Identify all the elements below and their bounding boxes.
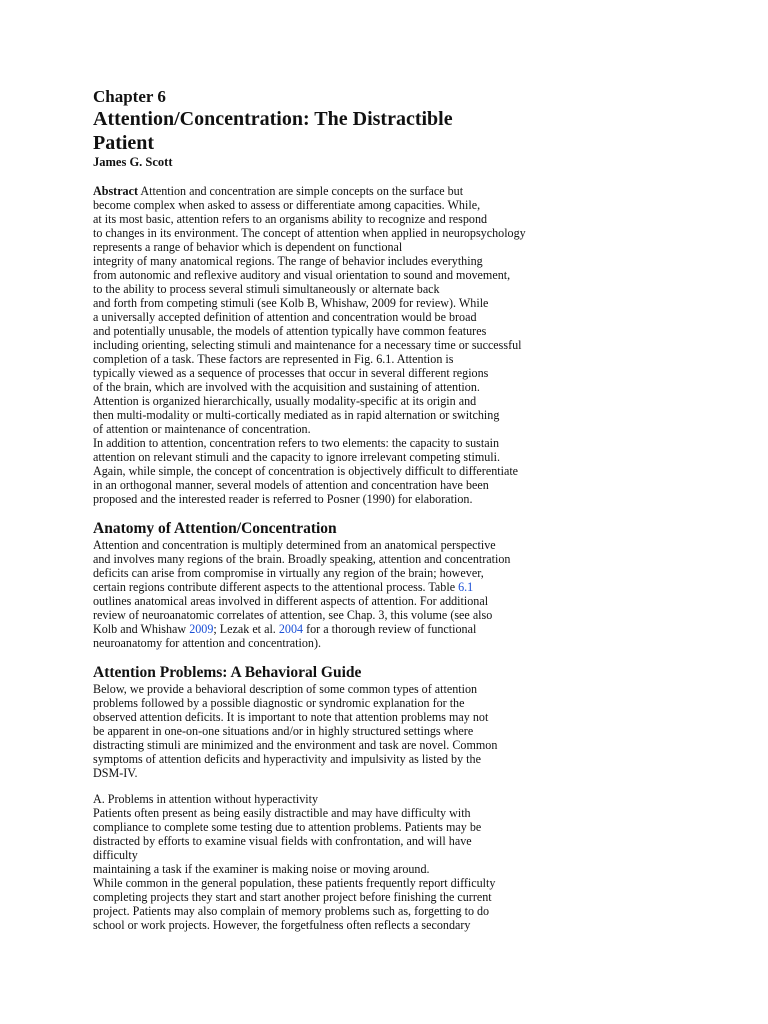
anatomy-line: review of neuroanatomic correlates of attention, see Chap. 3, this volume (see also [93,608,493,622]
anatomy-line: Attention and concentration is multiply determined from an anatomical perspective [93,538,496,552]
abstract-line: at its most basic, attention refers to an organisms ability to recognize and respond [93,212,488,226]
abstract-line: In addition to attention, concentration refers to two elements: the capacity to sustain [93,436,500,450]
abstract-label: Abstract [93,184,139,198]
abstract-first-line-text: Attention and concentration are simple concepts on the surface but [138,184,464,198]
abstract-line: of attention or maintenance of concentration. [93,422,311,436]
abstract-line: to the ability to process several stimuli simultaneously or alternate back [93,282,440,296]
subsection-a-line: compliance to complete some testing due to attention problems. Patients may be [93,820,482,834]
behavioral-guide-body [93,682,563,780]
behavioral-guide-heading: Attention Problems: A Behavioral Guide [93,664,362,681]
anatomy-ref-line [93,622,563,636]
anatomy-body-a [93,538,563,580]
anatomy-ref-post: for a thorough review of functional [303,622,477,636]
abstract-line: represents a range of behavior which is dependent on functional [93,240,403,254]
abstract-line: proposed and the interested reader is referred to Posner (1990) for elaboration. [93,492,473,506]
section-gap [93,506,563,520]
anatomy-table-line-text: certain regions contribute different aspects to the attentional process. Table [93,580,459,594]
abstract-body [93,198,563,506]
anatomy-line: deficits can arise from compromise in virtually any region of the brain; however, [93,566,484,580]
subsection-a-heading: A. Problems in attention without hyperactivity [93,792,319,806]
guide-line: symptoms of attention deficits and hyperactivity and impulsivity as listed by the [93,752,481,766]
subsection-a-line: difficulty [93,848,138,862]
guide-line: observed attention deficits. It is important to note that attention problems may not [93,710,489,724]
subsection-a [93,792,563,932]
abstract-line: integrity of many anatomical regions. The range of behavior includes everything [93,254,483,268]
abstract-line: become complex when asked to assess or differentiate among capacities. While, [93,198,481,212]
subsection-a-line: Patients often present as being easily distractible and may have difficulty with [93,806,471,820]
author-name: James G. Scott [93,155,173,169]
anatomy-line: and involves many regions of the brain. Broadly speaking, attention and concentration [93,552,511,566]
guide-line: problems followed by a possible diagnostic or syndromic explanation for the [93,696,465,710]
subsection-a-line: project. Patients may also complain of memory problems such as, forgetting to do [93,904,490,918]
subsection-a-line: While common in the general population, these patients frequently report difficulty [93,876,496,890]
anatomy-section [93,538,563,650]
abstract-line: in an orthogonal manner, several models of attention and concentration have been [93,478,489,492]
chapter-title-line-1: Attention/Concentration: The Distractible [93,108,453,130]
abstract-line: and potentially unusable, the models of attention typically have common features [93,324,487,338]
abstract-line: Again, while simple, the concept of concentration is objectively difficult to differentiate [93,464,519,478]
chapter-title-line-2: Patient [93,132,155,154]
abstract-section [93,184,563,506]
abstract-line: including orienting, selecting stimuli and maintenance for a necessary time or successful [93,338,522,352]
abstract-line: typically viewed as a sequence of processes that occur in several different regions [93,366,489,380]
subsection-a-line: school or work projects. However, the forgetfulness often reflects a secondary [93,918,471,932]
section-gap [93,650,563,664]
abstract-line: completion of a task. These factors are represented in Fig. 6.1. Attention is [93,352,454,366]
subsection-a-line: distracted by efforts to examine visual fields with confrontation, and will have [93,834,472,848]
abstract-line: of the brain, which are involved with the acquisition and sustaining of attention. [93,380,480,394]
anatomy-body-b [93,594,563,622]
abstract-line: Attention is organized hierarchically, usually modality-specific at its origin and [93,394,477,408]
subsection-a-body [93,806,563,932]
abstract-line: and forth from competing stimuli (see Kolb B, Whishaw, 2009 for review). While [93,296,489,310]
kolb-2009-link[interactable]: 2009 [189,622,214,636]
subsection-a-line: maintaining a task if the examiner is making noise or moving around. [93,862,430,876]
anatomy-heading: Anatomy of Attention/Concentration [93,520,337,537]
anatomy-ref-mid: ; Lezak et al. [213,622,279,636]
table-6-1-link[interactable]: 6.1 [458,580,474,594]
anatomy-table-line [93,580,563,594]
document-page [93,87,563,932]
abstract-line: from autonomic and reflexive auditory and visual orientation to sound and movement, [93,268,511,282]
guide-line: DSM-IV. [93,766,138,780]
chapter-label: Chapter 6 [93,87,166,106]
anatomy-line: outlines anatomical areas involved in different aspects of attention. For additional [93,594,489,608]
abstract-first-line [93,184,563,198]
anatomy-ref-pre: Kolb and Whishaw [93,622,190,636]
subsection-gap [93,780,563,792]
abstract-line: attention on relevant stimuli and the capacity to ignore irrelevant competing stimuli. [93,450,501,464]
abstract-line: to changes in its environment. The concept of attention when applied in neuropsychology [93,226,526,240]
anatomy-last-line: neuroanatomy for attention and concentration). [93,636,322,650]
abstract-line: a universally accepted definition of attention and concentration would be broad [93,310,477,324]
abstract-line: then multi-modality or multi-cortically mediated as in rapid alternation or switching [93,408,500,422]
guide-line: distracting stimuli are minimized and the environment and task are novel. Common [93,738,498,752]
lezak-2004-link[interactable]: 2004 [278,622,304,636]
guide-line: Below, we provide a behavioral description of some common types of attention [93,682,478,696]
guide-line: be apparent in one-on-one situations and/or in highly structured settings where [93,724,474,738]
subsection-a-line: completing projects they start and start another project before finishing the current [93,890,492,904]
